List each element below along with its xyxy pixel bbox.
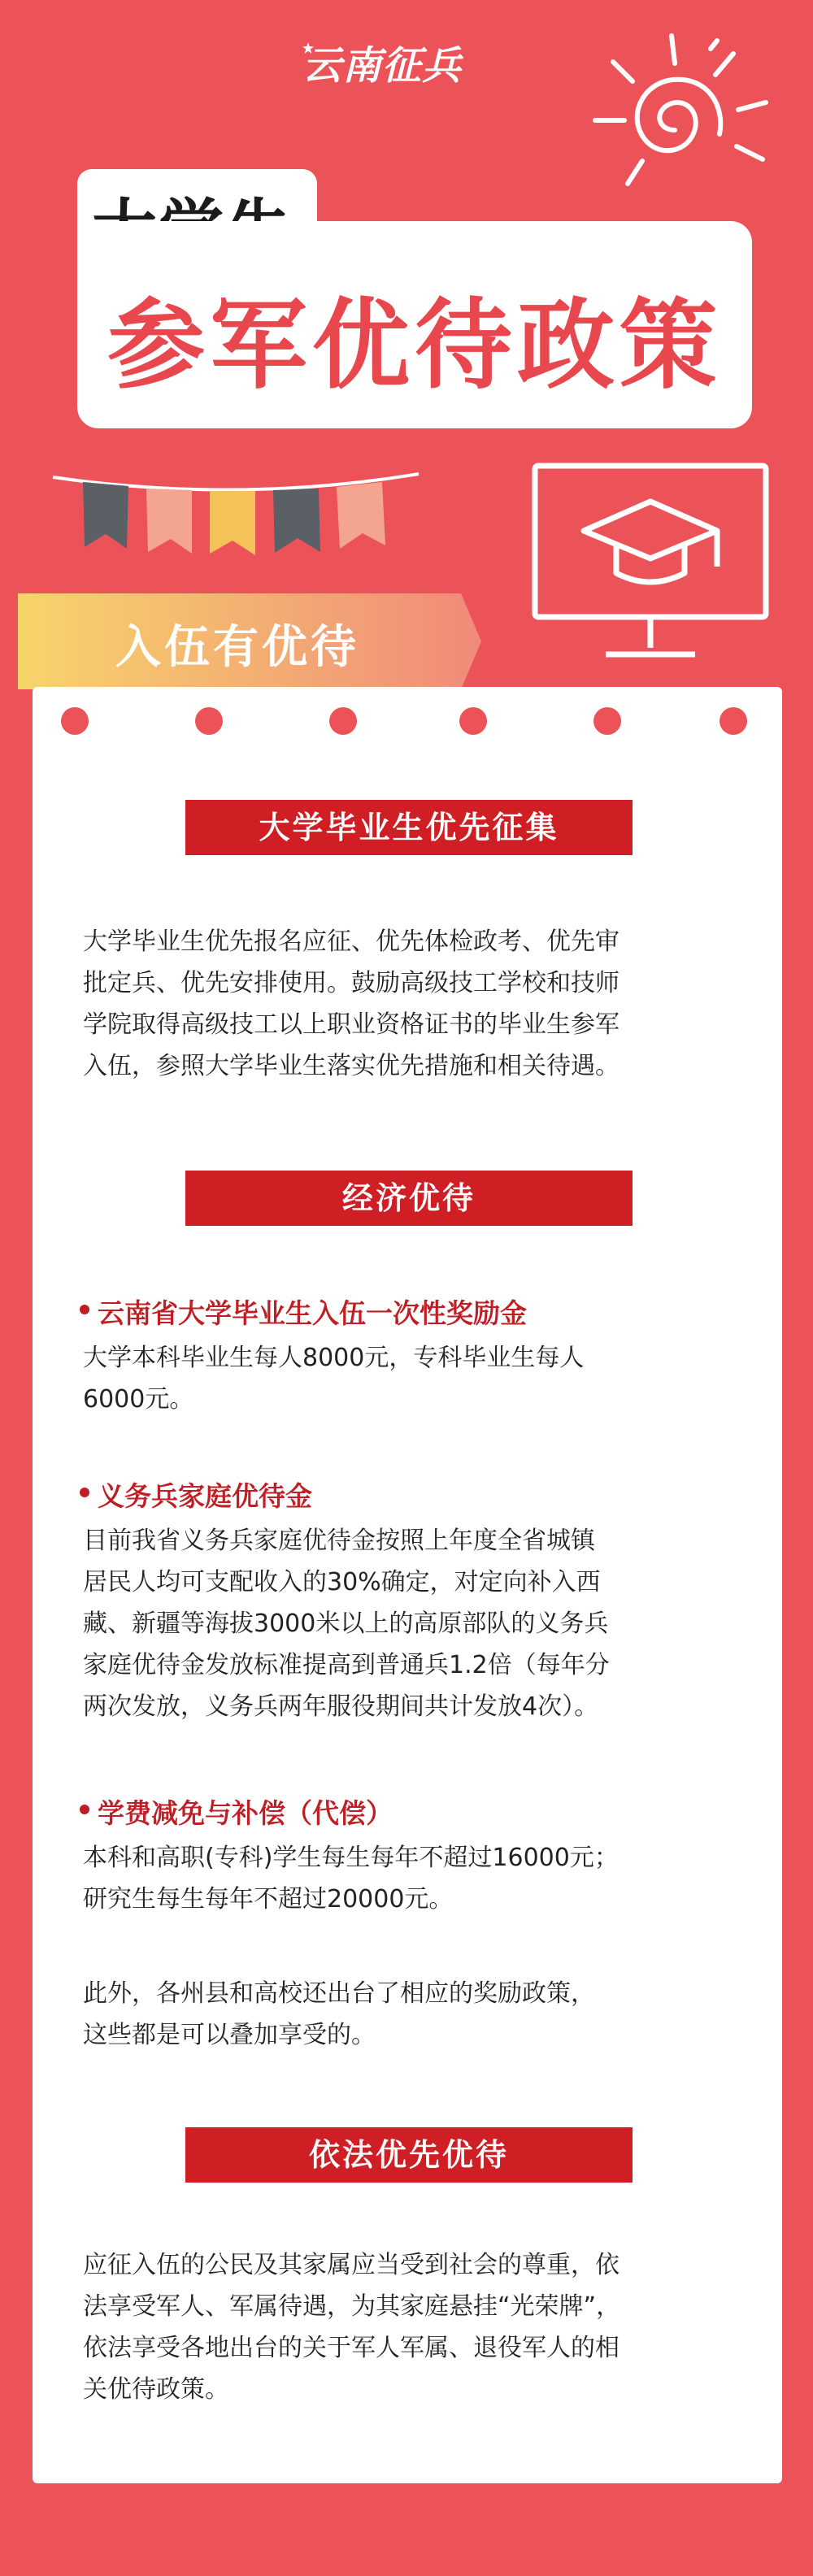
heading-legal: 依法优先优待	[185, 2127, 633, 2183]
text-line: 关优待政策。	[83, 2375, 229, 2404]
card-hole	[329, 707, 357, 735]
bullet-title-tuition: 学费减免与补偿（代偿）	[98, 1792, 393, 1831]
title-card	[77, 221, 752, 428]
card-hole	[459, 707, 487, 735]
text-line: 家庭优待金发放标准提高到普通兵1.2倍（每年分	[83, 1651, 610, 1679]
heading-priority-recruit: 大学毕业生优先征集	[185, 800, 633, 855]
bunting-icon	[49, 459, 423, 565]
text-line: 依法享受各地出台的关于军人军属、退役军人的相	[83, 2334, 620, 2362]
card-hole	[61, 707, 89, 735]
bonus-text	[83, 1337, 740, 1420]
text-line: 法享受军人、军属待遇，为其家庭悬挂“光荣牌”，	[83, 2292, 621, 2321]
text-line: 目前我省义务兵家庭优待金按照上年度全省城镇	[83, 1527, 595, 1555]
text-line: 应征入伍的公民及其家属应当受到社会的尊重，依	[83, 2251, 620, 2279]
legal-text	[83, 2244, 740, 2410]
heading-economic: 经济优待	[185, 1171, 633, 1226]
bullet-title-family-allowance: 义务兵家庭优待金	[98, 1475, 312, 1514]
tuition-text	[83, 1837, 740, 1920]
section-ribbon-label: 入伍有优待	[115, 621, 359, 674]
text-line: 大学本科毕业生每人8000元，专科毕业生每人	[83, 1344, 585, 1372]
text-line: 本科和高职(专科)学生每生每年不超过16000元；	[83, 1844, 619, 1872]
text-line: 居民人均可支配收入的30%确定，对定向补入西	[83, 1568, 601, 1596]
text-line: 大学毕业生优先报名应征、优先体检政考、优先审	[83, 927, 620, 956]
text-line: 研究生每生每年不超过20000元。	[83, 1885, 454, 1914]
card-hole	[195, 707, 223, 735]
text-line: 两次发放，义务兵两年服役期间共计发放4次）。	[83, 1692, 599, 1721]
text-line: 批定兵、优先安排使用。鼓励高级技工学校和技师	[83, 969, 620, 997]
logo-text: 云南征兵	[302, 43, 463, 89]
section-ribbon	[18, 593, 481, 689]
priority-recruit-text	[83, 921, 740, 1087]
title-line-2: 参军优待政策	[107, 289, 722, 402]
text-line: 藏、新疆等海拔3000米以上的高原部队的义务兵	[83, 1609, 609, 1638]
family-allowance-text	[83, 1520, 740, 1727]
text-line: 6000元。	[83, 1385, 194, 1414]
extra-policy-text	[83, 1973, 740, 2056]
text-line: 此外，各州县和高校还出台了相应的奖励政策，	[83, 1979, 595, 2008]
text-line: 学院取得高级技工以上职业资格证书的毕业生参军	[83, 1010, 620, 1039]
text-line: 这些都是可以叠加享受的。	[83, 2021, 376, 2049]
graduation-monitor-icon	[528, 459, 772, 675]
card-hole	[720, 707, 747, 735]
text-line: 入伍，参照大学毕业生落实优先措施和相关待遇。	[83, 1052, 620, 1080]
card-hole	[593, 707, 621, 735]
sun-swirl-icon	[553, 24, 780, 211]
bullet-title-bonus: 云南省大学毕业生入伍一次性奖励金	[98, 1292, 527, 1331]
